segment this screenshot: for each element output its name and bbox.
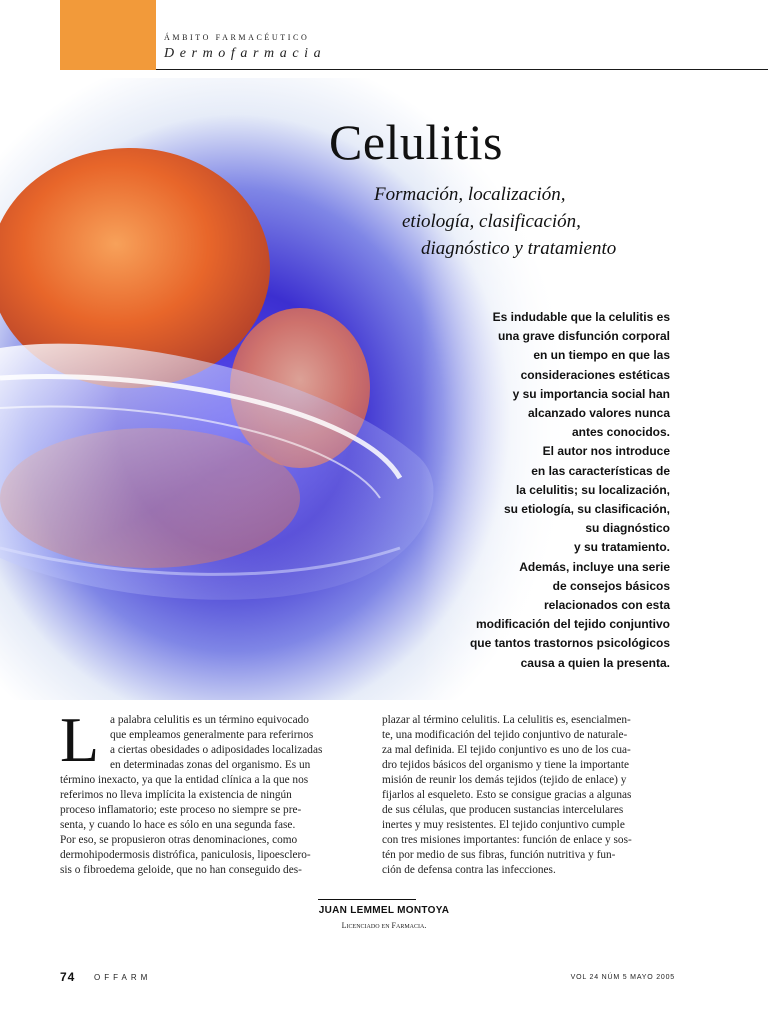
article-intro	[430, 308, 670, 673]
intro-line: y su tratamiento.	[573, 540, 670, 555]
page-number: 74	[60, 970, 76, 984]
journal-name: OFFARM	[94, 973, 152, 982]
body-line: misión de reunir los demás tejidos (tejido de enlace) y	[382, 774, 627, 786]
body-line: de sus células, que producen sustancias intercelulares	[382, 804, 624, 816]
intro-line: en las características de	[531, 463, 670, 478]
body-column-1	[60, 713, 360, 878]
author-rule	[318, 899, 416, 900]
body-line: za mal definida. El tejido conjuntivo es uno de los cua-	[382, 744, 631, 756]
intro-line: y su importancia social han	[512, 386, 670, 401]
intro-line: causa a quien la presenta.	[520, 655, 670, 670]
header-orange-tab	[60, 0, 156, 70]
drop-cap: L	[60, 704, 100, 775]
body-line: sis o fibroedema geloide, que no han conseguido des-	[60, 864, 302, 876]
body-line: tén por medio de sus fibras, función nutritiva y fun-	[382, 849, 616, 861]
intro-line: su etiología, su clasificación,	[503, 502, 670, 517]
header-rule	[156, 69, 768, 70]
intro-line: El autor nos introduce	[542, 444, 670, 459]
section-label: ÁMBITO FARMACÉUTICO	[164, 33, 310, 42]
intro-line: consideraciones estéticas	[520, 367, 670, 382]
intro-line: Es indudable que la celulitis es	[492, 310, 670, 324]
body-line: senta, y cuando lo hace es sólo en una segunda fase.	[60, 819, 296, 831]
intro-line: alcanzado valores nunca	[527, 406, 670, 421]
intro-line: de consejos básicos	[552, 578, 670, 593]
body-line: a ciertas obesidades o adiposidades localizadas	[110, 744, 323, 756]
intro-line: Además, incluye una serie	[519, 559, 670, 574]
body-line: plazar al término celulitis. La celulitis es, esencialmen-	[382, 714, 631, 726]
body-line: dermohipodermosis distrófica, paniculosis, lipoesclero-	[60, 849, 311, 861]
body-line: a palabra celulitis es un término equivocado	[110, 714, 309, 726]
body-line: término inexacto, ya que la entidad clínica a la que nos	[60, 774, 309, 786]
body-line: proceso inflamatorio; este proceso no siempre se pre-	[60, 804, 302, 816]
body-line: dro tejidos básicos del organismo y tiene la importante	[382, 759, 630, 771]
body-line: ción de defensa contra las infecciones.	[382, 864, 556, 876]
intro-line: modificación del tejido conjuntivo	[475, 617, 670, 632]
body-line: con tres misiones importantes: función de enlace y sos-	[382, 834, 632, 846]
subtitle-line: etiología, clasificación,	[402, 211, 581, 232]
body-column-2	[382, 713, 678, 878]
intro-line: la celulitis; su localización,	[515, 482, 670, 497]
intro-line: que tantos trastornos psicológicos	[469, 636, 670, 651]
subtitle-line: Formación, localización,	[374, 184, 566, 205]
intro-line: una grave disfunción corporal	[497, 329, 670, 344]
body-line: en determinadas zonas del organismo. Es un	[110, 759, 311, 771]
issue-info: VOL 24 NÚM 5 MAYO 2005	[570, 974, 675, 981]
body-line: referimos no lleva implícita la existencia de ningún	[60, 789, 292, 801]
intro-line: relacionados con esta	[543, 598, 670, 613]
intro-line: su diagnóstico	[585, 521, 670, 536]
article-title: Celulitis	[329, 114, 503, 170]
intro-line: en un tiempo en que las	[533, 348, 670, 363]
body-line: te, una modificación del tejido conjuntivo de naturale-	[382, 729, 628, 741]
intro-line: antes conocidos.	[571, 425, 670, 440]
body-line: inertes y muy resistentes. El tejido conjuntivo cumple	[382, 819, 625, 831]
section-title: Dermofarmacia	[164, 46, 327, 61]
body-line: fijarlos al esqueleto. Esto se consigue gracias a algunas	[382, 789, 632, 801]
subtitle-line: diagnóstico y tratamiento	[421, 238, 617, 259]
body-line: que empleamos generalmente para referirnos	[110, 729, 314, 741]
body-line: Por eso, se propusieron otras denominaciones, como	[60, 834, 298, 846]
author-name: JUAN LEMMEL MONTOYA	[318, 905, 450, 916]
author-role: Licenciado en Farmacia.	[341, 921, 427, 930]
